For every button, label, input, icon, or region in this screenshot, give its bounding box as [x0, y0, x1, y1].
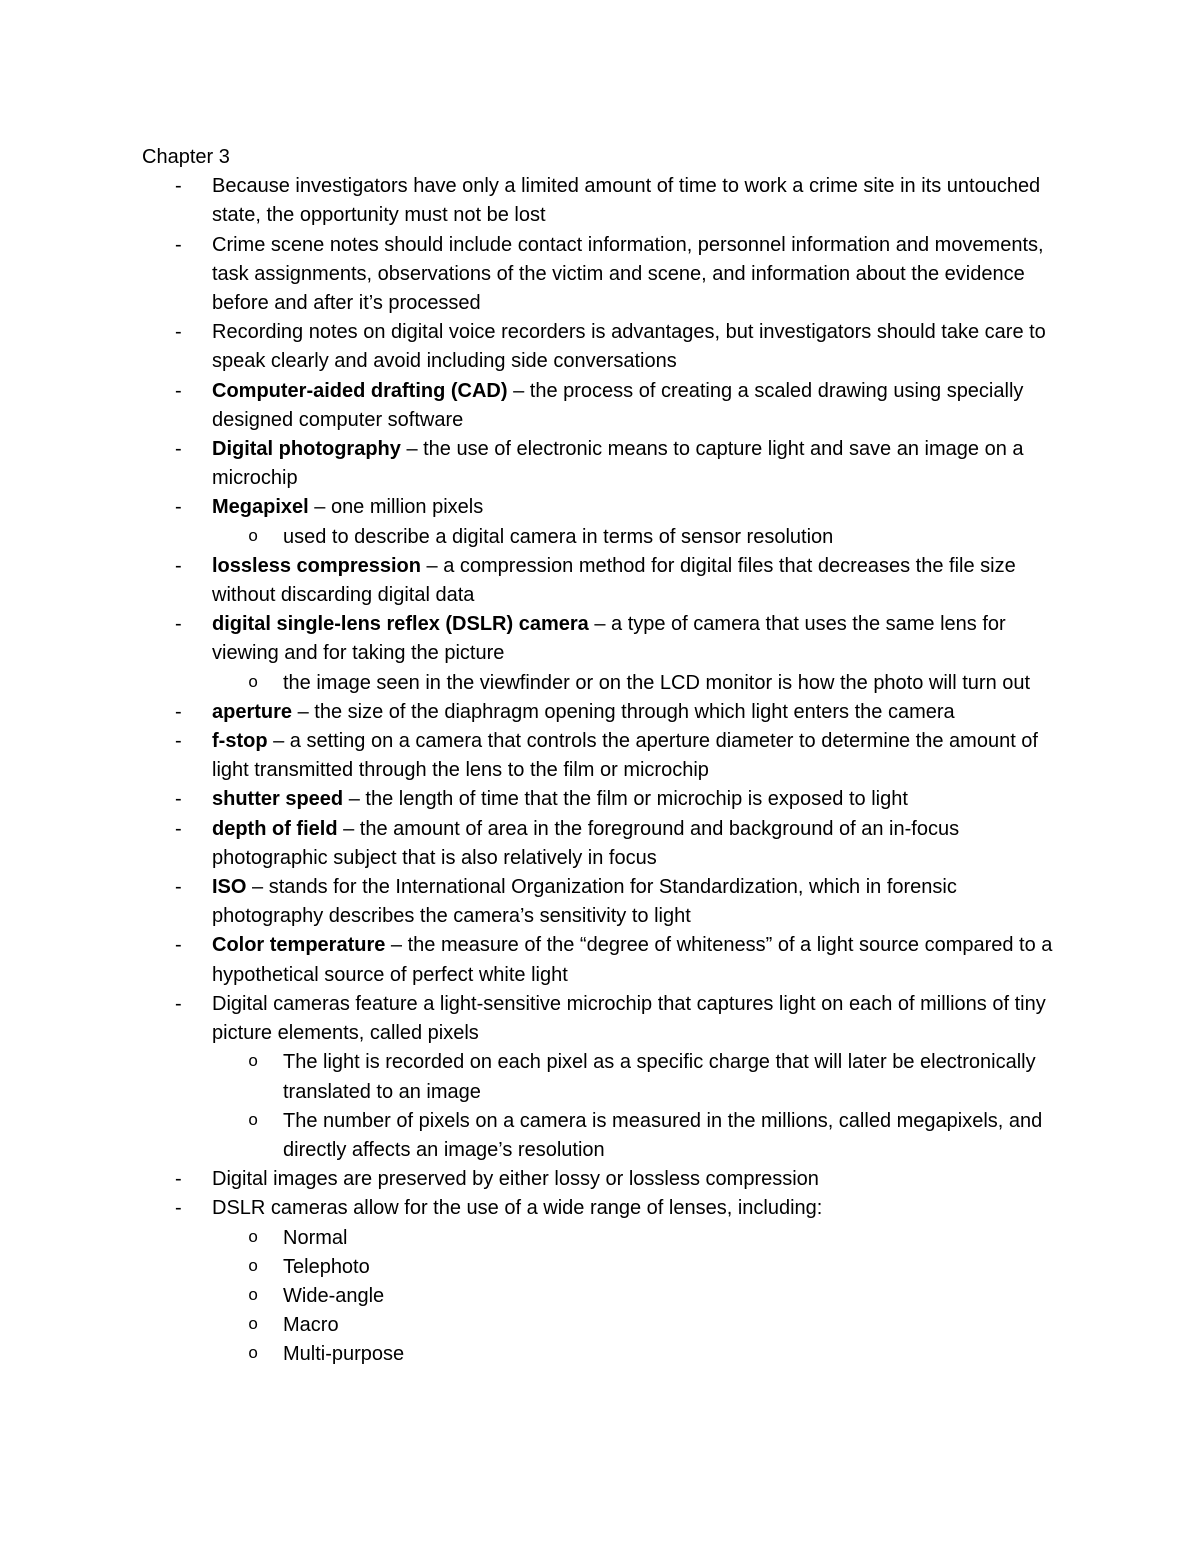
circle-bullet: o — [248, 1345, 259, 1365]
term: ISO — [212, 876, 247, 899]
item-text: – the process of creating a scaled drawing using specially designed computer software — [212, 379, 1024, 431]
circle-bullet: o — [248, 1053, 259, 1073]
sub-list — [212, 523, 1062, 552]
dash-bullet: - — [175, 379, 182, 402]
dash-bullet: - — [175, 175, 182, 198]
dash-bullet: - — [175, 788, 182, 811]
list-item — [142, 931, 1062, 989]
list-item — [142, 873, 1062, 931]
dash-bullet: - — [175, 1197, 182, 1220]
term: shutter speed — [212, 788, 344, 811]
item-text: – the measure of the “degree of whiteness” of a light source compared to a hypothetical source of perfect white light — [212, 934, 1053, 986]
term: lossless compression — [212, 554, 421, 577]
dash-bullet: - — [175, 233, 182, 256]
sub-item-text: Multi-purpose — [283, 1343, 405, 1366]
sub-list-item — [212, 1107, 1062, 1165]
circle-bullet: o — [248, 1316, 259, 1336]
list-item — [142, 231, 1062, 319]
dash-bullet: - — [175, 992, 182, 1015]
sub-item-text: used to describe a digital camera in terms of sensor resolution — [283, 525, 834, 548]
item-content — [212, 934, 1052, 985]
circle-bullet: o — [248, 1257, 259, 1277]
item-text: – the size of the diaphragm opening through which light enters the camera — [292, 700, 955, 723]
sub-list — [212, 1048, 1062, 1165]
item-content — [212, 876, 957, 927]
term: Megapixel — [212, 496, 309, 519]
list-item — [142, 493, 1062, 551]
list-item — [142, 698, 1062, 727]
list-item — [142, 377, 1062, 435]
sub-item-text: The number of pixels on a camera is measured in the millions, called megapixels, and directly affects an image’s resolution — [283, 1109, 1043, 1161]
notes-list — [142, 172, 1062, 1369]
circle-bullet: o — [248, 673, 259, 693]
item-content — [212, 818, 959, 869]
item-text: – a compression method for digital files that decreases the file size without discarding digital data — [212, 554, 1016, 607]
item-content — [212, 555, 1016, 606]
item-content — [212, 234, 1044, 314]
sub-list-item — [212, 1340, 1062, 1369]
circle-bullet: o — [248, 1286, 259, 1306]
item-content — [212, 496, 483, 518]
sub-list — [212, 669, 1062, 698]
term: Color temperature — [212, 934, 386, 957]
item-text: – stands for the International Organization for Standardization, which in forensic photography describes the camera’s sensitivity to light — [212, 876, 957, 928]
sub-list-item — [212, 669, 1062, 698]
chapter-title: Chapter 3 — [142, 146, 230, 168]
list-item — [142, 785, 1062, 814]
item-content — [212, 380, 1023, 431]
item-text: Digital images are preserved by either lossy or lossless compression — [212, 1168, 819, 1191]
sub-item-text: the image seen in the viewfinder or on the LCD monitor is how the photo will turn out — [283, 671, 1031, 694]
list-item — [142, 1165, 1062, 1194]
dash-bullet: - — [175, 613, 182, 636]
item-content — [212, 1197, 822, 1219]
item-text: – a setting on a camera that controls the aperture diameter to determine the amount of light transmitted through the lens to the film or microchip — [212, 730, 1038, 782]
term: Computer-aided drafting (CAD) — [212, 379, 508, 402]
sub-list-item — [212, 1048, 1062, 1106]
list-item — [142, 318, 1062, 376]
sub-list-item — [212, 523, 1062, 552]
list-item — [142, 552, 1062, 610]
term: f-stop — [212, 730, 268, 753]
term: depth of field — [212, 817, 338, 840]
dash-bullet: - — [175, 730, 182, 753]
sub-list-item — [212, 1253, 1062, 1282]
item-text: Digital cameras feature a light-sensitive microchip that captures light on each of millions of tiny picture elements, called pixels — [212, 992, 1046, 1045]
item-text: DSLR cameras allow for the use of a wide range of lenses, including: — [212, 1197, 823, 1220]
sub-list-item — [212, 1311, 1062, 1340]
item-content — [212, 730, 1038, 781]
term: Digital photography — [212, 438, 401, 461]
dash-bullet: - — [175, 496, 182, 519]
list-item — [142, 727, 1062, 785]
dash-bullet: - — [175, 700, 182, 723]
dash-bullet: - — [175, 876, 182, 899]
list-item — [142, 610, 1062, 698]
item-content — [212, 613, 1006, 664]
item-content — [212, 1168, 819, 1190]
sub-list — [212, 1224, 1062, 1370]
item-content — [212, 993, 1046, 1044]
sub-item-text: Macro — [283, 1314, 339, 1337]
dash-bullet: - — [175, 321, 182, 344]
list-item — [142, 1194, 1062, 1369]
item-text: Crime scene notes should include contact information, personnel information and movements, task assignments, observations of the victim and scene, and information about the evidence before and after it’s processed — [212, 233, 1044, 315]
sub-item-text: Telephoto — [283, 1255, 370, 1278]
sub-item-text: The light is recorded on each pixel as a specific charge that will later be electronically translated to an image — [283, 1051, 1036, 1103]
list-item — [142, 990, 1062, 1165]
dash-bullet: - — [175, 934, 182, 957]
item-content — [212, 438, 1024, 489]
dash-bullet: - — [175, 554, 182, 577]
item-text: Recording notes on digital voice recorders is advantages, but investigators should take care to speak clearly and avoid including side conversations — [212, 321, 1046, 373]
list-item — [142, 435, 1062, 493]
circle-bullet: o — [248, 527, 259, 547]
item-content — [212, 175, 1040, 226]
term: aperture — [212, 700, 293, 723]
item-text: – the amount of area in the foreground and background of an in-focus photographic subject that is also relatively in focus — [212, 817, 960, 869]
sub-list-item — [212, 1282, 1062, 1311]
document-page — [142, 143, 1062, 1370]
item-content — [212, 321, 1046, 372]
sub-item-text: Normal — [283, 1226, 348, 1249]
term: digital single-lens reflex (DSLR) camera — [212, 613, 589, 636]
item-content — [212, 788, 908, 810]
dash-bullet: - — [175, 438, 182, 461]
item-text: – the use of electronic means to capture light and save an image on a microchip — [212, 438, 1024, 490]
list-item — [142, 815, 1062, 873]
item-text: – the length of time that the film or microchip is exposed to light — [343, 788, 908, 811]
item-text: Because investigators have only a limited amount of time to work a crime site in its untouched state, the opportunity must not be lost — [212, 175, 1041, 227]
circle-bullet: o — [248, 1228, 259, 1248]
list-item — [142, 172, 1062, 230]
sub-item-text: Wide-angle — [283, 1284, 385, 1307]
item-text: – a type of camera that uses the same lens for viewing and for taking the picture — [212, 613, 1006, 665]
item-text: – one million pixels — [308, 496, 484, 519]
dash-bullet: - — [175, 1168, 182, 1191]
dash-bullet: - — [175, 817, 182, 840]
sub-list-item — [212, 1224, 1062, 1253]
item-content — [212, 701, 955, 723]
circle-bullet: o — [248, 1111, 259, 1131]
